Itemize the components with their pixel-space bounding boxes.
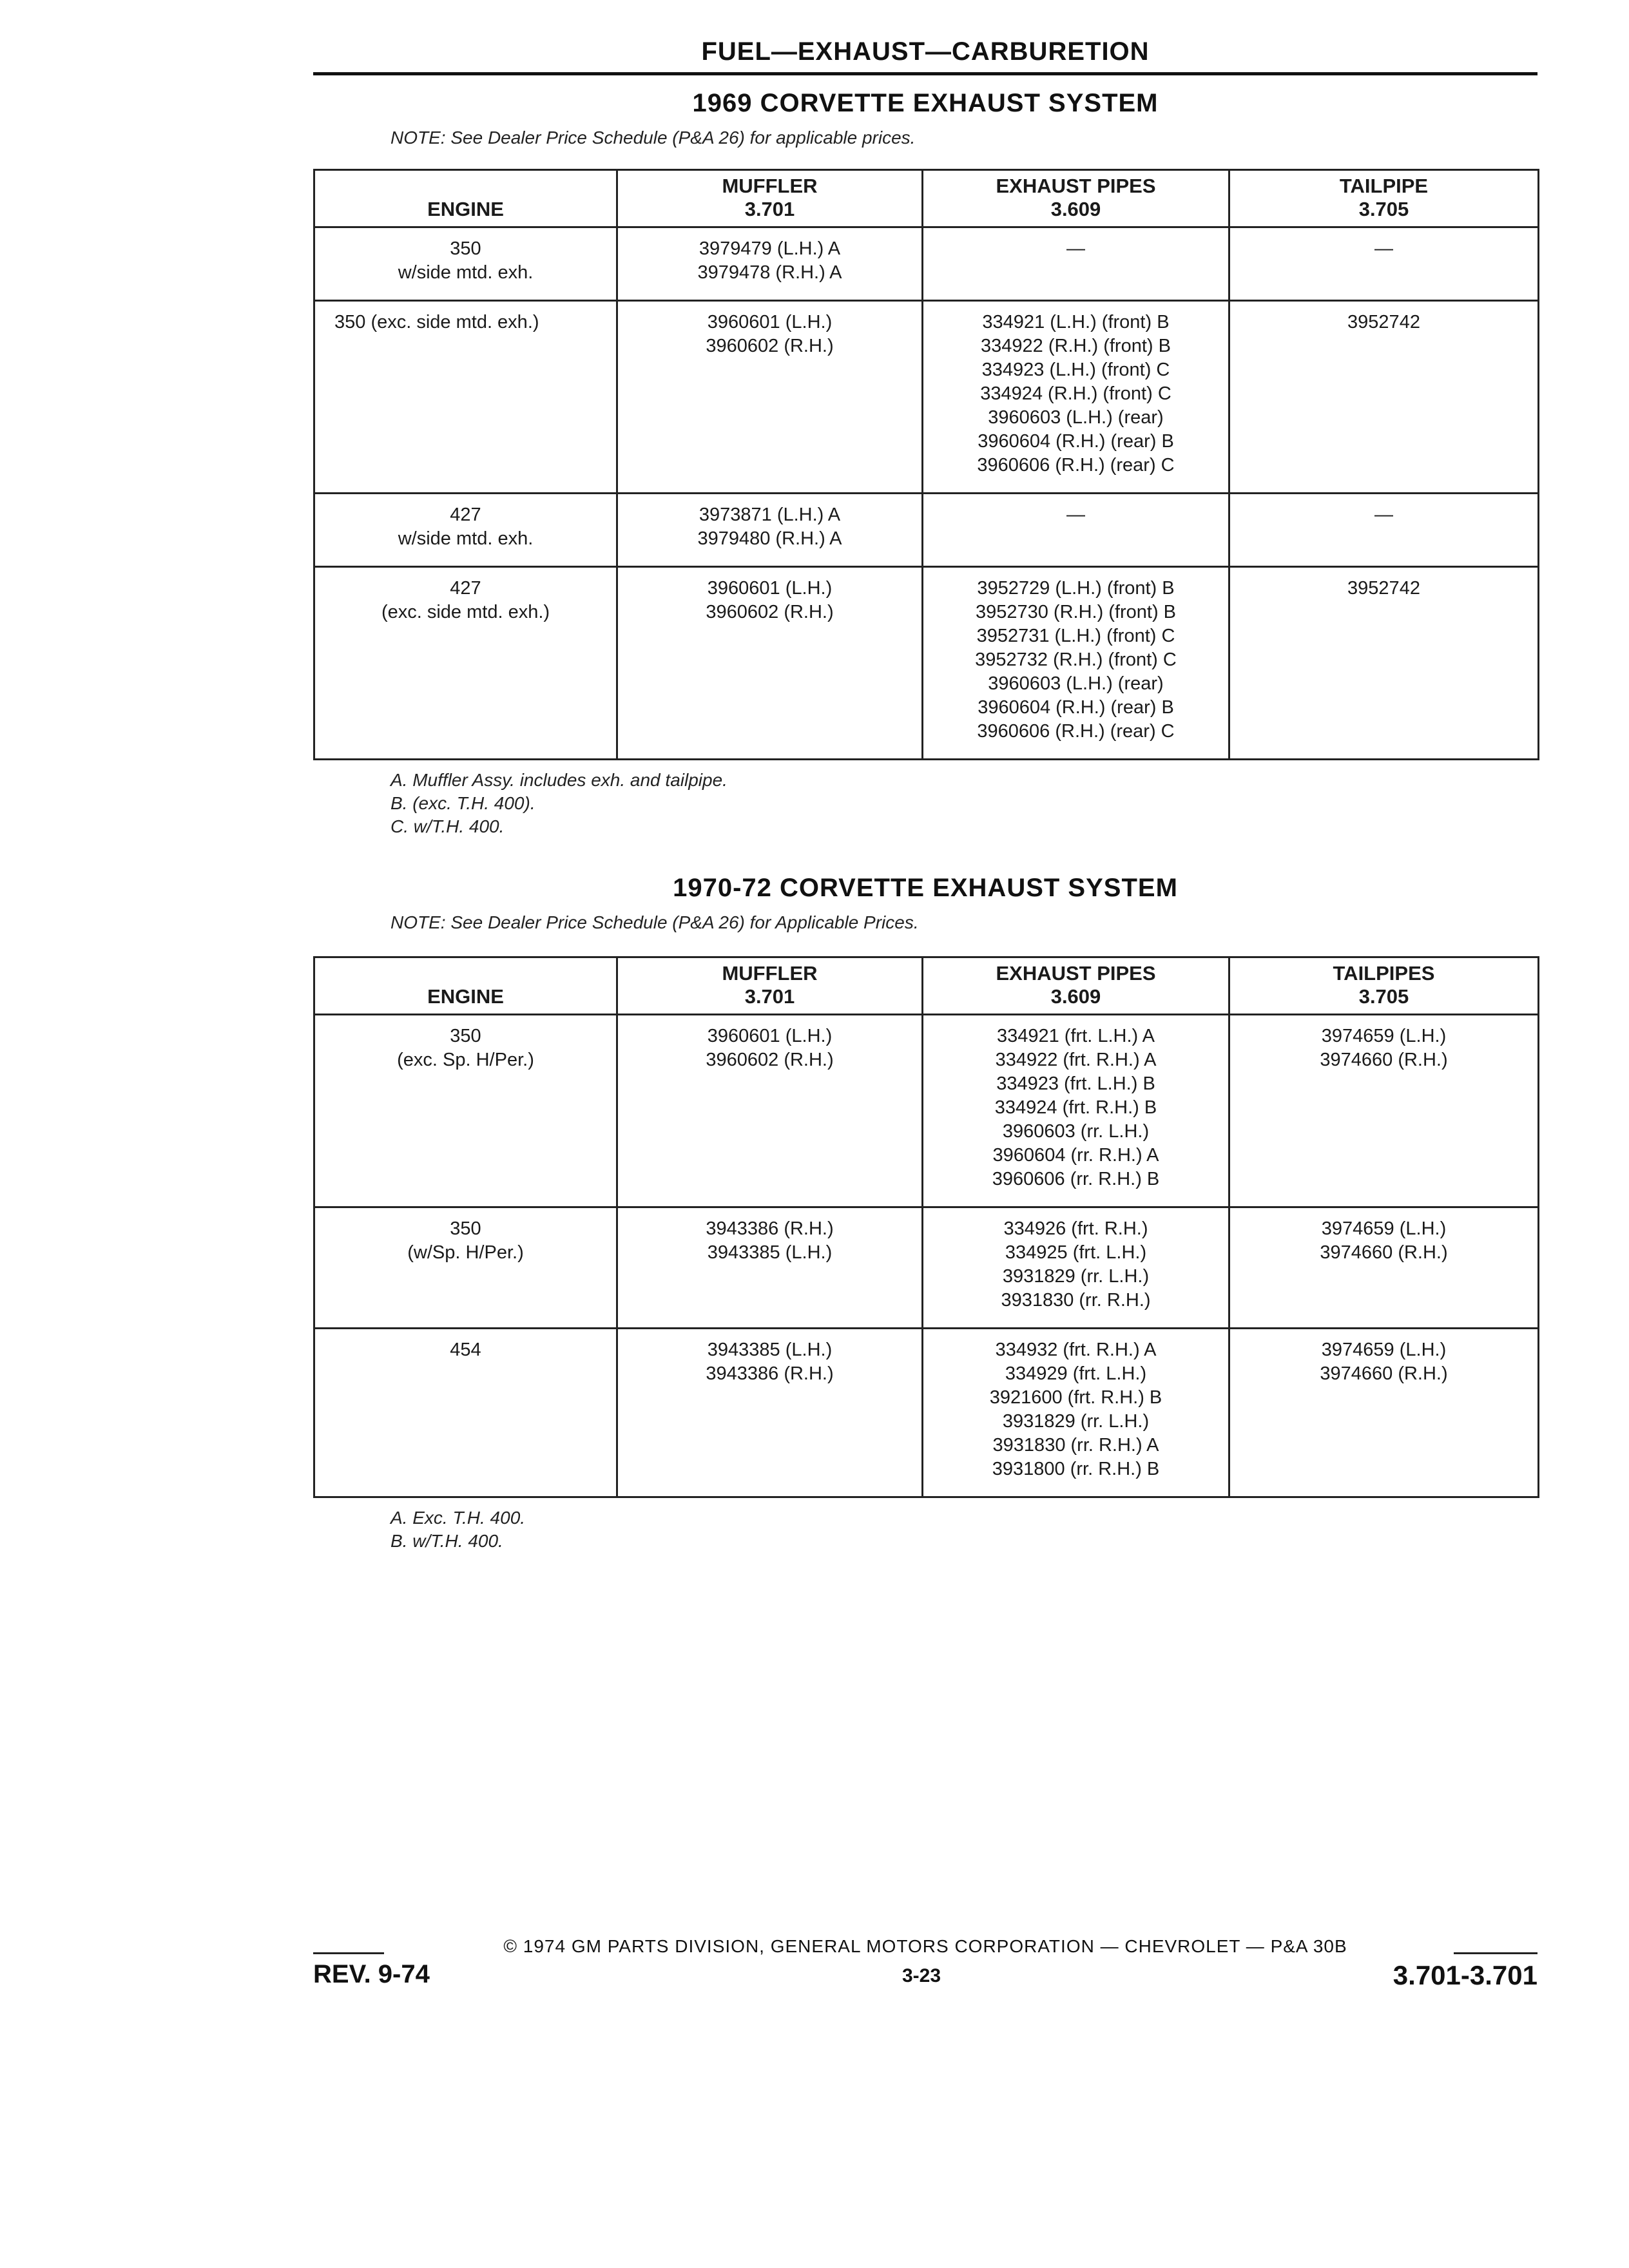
footnote: A. Muffler Assy. includes exh. and tailpipe.: [390, 770, 728, 790]
engine-line: (exc. Sp. H/Per.): [397, 1050, 534, 1070]
tailpipe-cell: [1229, 1015, 1539, 1207]
engine-cell: [314, 301, 617, 494]
pipes-line: 3960603 (L.H.) (rear): [988, 673, 1164, 694]
section1-note: NOTE: See Dealer Price Schedule (P&A 26) for applicable prices.: [390, 128, 916, 148]
tailpipe-line: 3974659 (L.H.): [1321, 1218, 1447, 1239]
column-header-name: MUFFLER: [722, 175, 818, 197]
engine-cell: [314, 1015, 617, 1207]
pipes-line: 3931830 (rr. R.H.) A: [992, 1435, 1159, 1456]
table-row: [314, 227, 1539, 301]
column-header-name: MUFFLER: [722, 962, 818, 985]
muffler-cell: [617, 567, 923, 760]
column-header-code: 3.701: [744, 198, 795, 220]
pipes-line: 3931829 (rr. L.H.): [1002, 1411, 1150, 1432]
column-header-name: TAILPIPES: [1333, 962, 1435, 985]
pipes-cell: [923, 301, 1229, 494]
pipes-line: 3952731 (L.H.) (front) C: [976, 626, 1175, 646]
tailpipe-line: 3974660 (R.H.): [1320, 1363, 1448, 1384]
muffler-line: 3960601 (L.H.): [707, 1026, 833, 1046]
pipes-line: —: [1066, 238, 1085, 259]
pipes-cell: [923, 227, 1229, 301]
column-header-code: 3.705: [1358, 985, 1409, 1008]
column-header: [923, 170, 1229, 227]
pipes-line: 334922 (frt. R.H.) A: [995, 1050, 1157, 1070]
header-rule: [313, 72, 1537, 75]
pipes-line: 334924 (R.H.) (front) C: [980, 383, 1171, 404]
table-row: [314, 301, 1539, 494]
engine-line: (exc. side mtd. exh.): [381, 602, 550, 622]
pipes-line: 3960606 (R.H.) (rear) C: [977, 455, 1175, 476]
tailpipe-cell: [1229, 567, 1539, 760]
pipes-line: 3960603 (L.H.) (rear): [988, 407, 1164, 428]
section2-title: 1970-72 CORVETTE EXHAUST SYSTEM: [673, 874, 1178, 902]
pipes-line: 3921600 (frt. R.H.) B: [989, 1387, 1162, 1408]
engine-cell: [314, 494, 617, 567]
muffler-line: 3943385 (L.H.): [707, 1340, 833, 1360]
pipes-line: 3960604 (rr. R.H.) A: [992, 1145, 1159, 1166]
column-header-code: 3.701: [744, 985, 795, 1008]
pipes-line: 3960606 (R.H.) (rear) C: [977, 721, 1175, 742]
muffler-line: 3960601 (L.H.): [707, 312, 833, 332]
engine-line: 350: [450, 1026, 481, 1046]
column-header-name: EXHAUST PIPES: [996, 962, 1156, 985]
engine-cell: [314, 227, 617, 301]
exhaust-table-1969: [313, 169, 1539, 760]
muffler-line: 3979480 (R.H.) A: [697, 528, 842, 549]
table-header-row: [314, 957, 1539, 1015]
muffler-line: 3943385 (L.H.): [707, 1242, 833, 1263]
muffler-cell: [617, 301, 923, 494]
engine-line: w/side mtd. exh.: [398, 262, 534, 283]
footer-copyright: © 1974 GM PARTS DIVISION, GENERAL MOTORS CORPORATION — CHEVROLET — P&A 30B: [503, 1936, 1347, 1956]
tailpipe-line: 3952742: [1347, 312, 1420, 332]
page-header-title: FUEL—EXHAUST—CARBURETION: [701, 37, 1150, 66]
pipes-line: 334923 (frt. L.H.) B: [996, 1073, 1155, 1094]
pipes-cell: [923, 494, 1229, 567]
section1-footnotes: [390, 769, 728, 838]
pipes-line: 3952729 (L.H.) (front) B: [977, 578, 1175, 599]
pipes-line: 334921 (L.H.) (front) B: [982, 312, 1170, 332]
pipes-line: 3931800 (rr. R.H.) B: [992, 1459, 1160, 1479]
pipes-line: 3960604 (R.H.) (rear) B: [978, 431, 1174, 452]
column-header-name: EXHAUST PIPES: [996, 175, 1156, 197]
tailpipe-cell: [1229, 494, 1539, 567]
pipes-line: 334932 (frt. R.H.) A: [995, 1340, 1157, 1360]
pipes-line: 334925 (frt. L.H.): [1005, 1242, 1147, 1263]
tailpipe-line: 3974660 (R.H.): [1320, 1050, 1448, 1070]
column-header: [1229, 170, 1539, 227]
tailpipe-cell: [1229, 301, 1539, 494]
pipes-line: 334921 (frt. L.H.) A: [996, 1026, 1155, 1046]
table-row: [314, 1329, 1539, 1497]
pipes-line: 3952730 (R.H.) (front) B: [975, 602, 1177, 622]
engine-line: w/side mtd. exh.: [398, 528, 534, 549]
pipes-line: —: [1066, 505, 1085, 525]
tailpipe-cell: [1229, 227, 1539, 301]
engine-cell: [314, 1207, 617, 1329]
tailpipe-cell: [1229, 1207, 1539, 1329]
muffler-line: 3943386 (R.H.): [706, 1363, 834, 1384]
pipes-line: 3960604 (R.H.) (rear) B: [978, 697, 1174, 718]
muffler-line: 3943386 (R.H.): [706, 1218, 834, 1239]
table-row: [314, 494, 1539, 567]
tailpipe-line: 3974659 (L.H.): [1321, 1340, 1447, 1360]
pipes-line: 334923 (L.H.) (front) C: [981, 360, 1170, 380]
column-header-code: 3.705: [1358, 198, 1409, 220]
column-header-code: ENGINE: [427, 985, 504, 1008]
column-header: [617, 957, 923, 1015]
footnote: B. w/T.H. 400.: [390, 1531, 503, 1551]
muffler-line: 3960601 (L.H.): [707, 578, 833, 599]
muffler-cell: [617, 227, 923, 301]
engine-line: 454: [450, 1340, 481, 1360]
tailpipe-line: —: [1374, 238, 1393, 259]
column-header: [617, 170, 923, 227]
section2-footnotes: [390, 1506, 525, 1553]
pipes-line: 3931830 (rr. R.H.): [1001, 1290, 1151, 1311]
pipes-line: 3952732 (R.H.) (front) C: [975, 649, 1177, 670]
pipes-cell: [923, 567, 1229, 760]
revision-label: REV. 9-74: [313, 1960, 430, 1988]
footnote: B. (exc. T.H. 400).: [390, 793, 535, 813]
table-row: [314, 1015, 1539, 1207]
engine-line: 350 (exc. side mtd. exh.): [334, 312, 539, 332]
engine-line: 427: [450, 578, 481, 599]
tailpipe-line: 3974659 (L.H.): [1321, 1026, 1447, 1046]
column-header: [314, 170, 617, 227]
pipes-cell: [923, 1207, 1229, 1329]
engine-cell: [314, 567, 617, 760]
pipes-line: 334924 (frt. R.H.) B: [994, 1097, 1157, 1118]
engine-line: 350: [450, 238, 481, 259]
pipes-line: 3960606 (rr. R.H.) B: [992, 1169, 1160, 1189]
muffler-cell: [617, 1015, 923, 1207]
muffler-cell: [617, 1207, 923, 1329]
reference-number: 3.701-3.701: [1393, 1960, 1537, 1990]
tailpipe-line: —: [1374, 505, 1393, 525]
column-header-code: ENGINE: [427, 198, 504, 220]
pipes-line: 334922 (R.H.) (front) B: [981, 336, 1171, 356]
engine-line: 350: [450, 1218, 481, 1239]
section2-note: NOTE: See Dealer Price Schedule (P&A 26) for Applicable Prices.: [390, 912, 919, 932]
column-header: [1229, 957, 1539, 1015]
table-header-row: [314, 170, 1539, 227]
tailpipe-line: 3952742: [1347, 578, 1420, 599]
muffler-line: 3960602 (R.H.): [706, 336, 834, 356]
muffler-cell: [617, 494, 923, 567]
column-header-code: 3.609: [1050, 985, 1101, 1008]
muffler-line: 3979478 (R.H.) A: [697, 262, 842, 283]
muffler-line: 3960602 (R.H.): [706, 1050, 834, 1070]
tailpipe-cell: [1229, 1329, 1539, 1497]
muffler-cell: [617, 1329, 923, 1497]
column-header: [314, 957, 617, 1015]
engine-line: (w/Sp. H/Per.): [407, 1242, 524, 1263]
muffler-line: 3960602 (R.H.): [706, 602, 834, 622]
pipes-line: 334926 (frt. R.H.): [1003, 1218, 1148, 1239]
engine-cell: [314, 1329, 617, 1497]
column-header-code: 3.609: [1050, 198, 1101, 220]
pipes-cell: [923, 1329, 1229, 1497]
column-header: [923, 957, 1229, 1015]
muffler-line: 3973871 (L.H.) A: [699, 505, 841, 525]
page-number: 3-23: [901, 1965, 941, 1986]
engine-line: 427: [450, 505, 481, 525]
pipes-line: 3931829 (rr. L.H.): [1002, 1266, 1150, 1287]
footnote: C. w/T.H. 400.: [390, 816, 505, 836]
pipes-cell: [923, 1015, 1229, 1207]
table-row: [314, 1207, 1539, 1329]
pipes-line: 334929 (frt. L.H.): [1005, 1363, 1147, 1384]
column-header-name: TAILPIPE: [1339, 175, 1429, 197]
tailpipe-line: 3974660 (R.H.): [1320, 1242, 1448, 1263]
exhaust-table-1970-72: [313, 956, 1539, 1498]
section1-title: 1969 CORVETTE EXHAUST SYSTEM: [692, 89, 1159, 117]
table-row: [314, 567, 1539, 760]
pipes-line: 3960603 (rr. L.H.): [1002, 1121, 1150, 1142]
footnote: A. Exc. T.H. 400.: [390, 1508, 526, 1528]
muffler-line: 3979479 (L.H.) A: [699, 238, 841, 259]
